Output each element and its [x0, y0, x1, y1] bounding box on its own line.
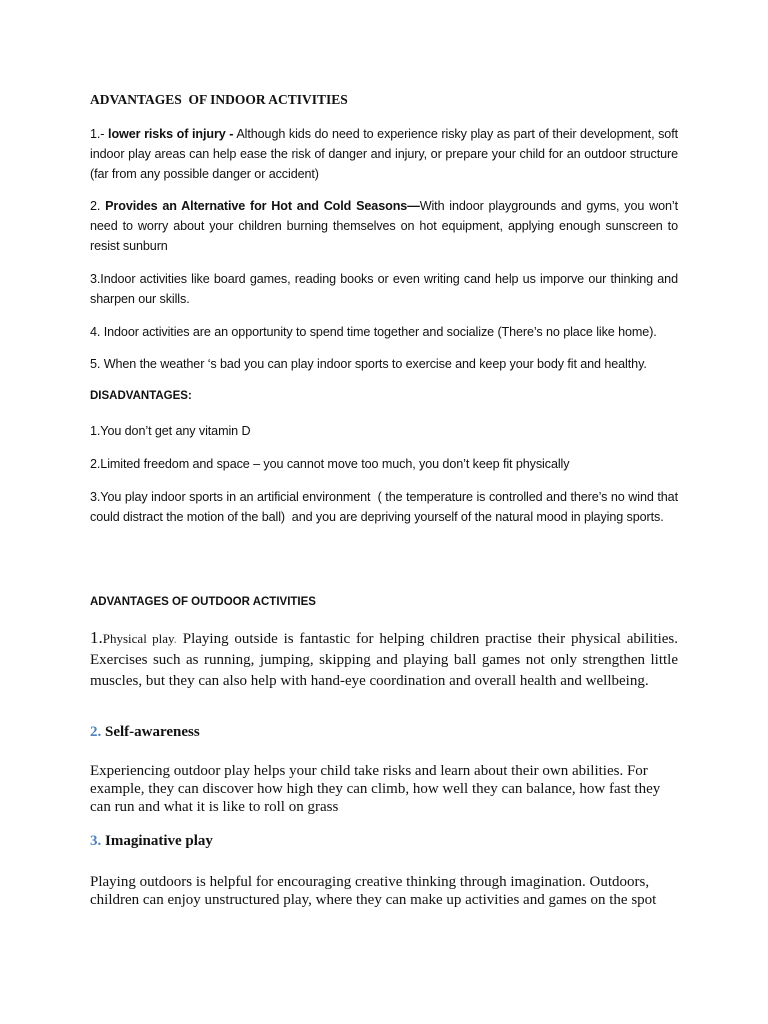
outdoor-subheading-3-number: 3.: [90, 833, 102, 849]
outdoor-subheading-2: [90, 724, 678, 741]
indoor-advantage-2-text: With indoor playgrounds and gyms, you won’t need to worry about your children burning themselves on hot equipment, applying enough sunscreen to resist sunburn: [90, 199, 678, 253]
outdoor-heading: ADVANTAGES OF OUTDOOR ACTIVITIES: [90, 596, 316, 608]
outdoor-advantage-1-title-dot: .: [173, 631, 177, 646]
outdoor-advantage-3: Playing outdoors is helpful for encouraging creative thinking through imagination. Outdoors, children can enjoy unstructured play, where they can make up activities and games on the spot: [90, 874, 657, 908]
outdoor-subheading-2-number: 2.: [90, 724, 102, 740]
indoor-advantage-2-prefix: 2.: [90, 199, 106, 213]
indoor-advantage-4: 4. Indoor activities are an opportunity to spend time together and socialize (There’s no place like home).: [90, 325, 657, 339]
outdoor-subheading-2-title: Self-awareness: [101, 724, 200, 740]
outdoor-advantage-1-title: Physical play: [102, 631, 174, 646]
indoor-advantage-2-bold: Provides an Alternative for Hot and Cold Seasons—: [105, 199, 420, 213]
disadvantage-2: 2.Limited freedom and space – you cannot move too much, you don’t keep fit physically: [90, 457, 570, 471]
outdoor-advantage-1-text: Playing outside is fantastic for helping children practise their physical abilities. Exercises such as running, jumping, skipping and playing ball games not only strengthen little muscles, but they can also help with hand-eye coordination and overall health and wellbeing.: [90, 631, 678, 689]
outdoor-advantage-1-number: 1.: [90, 628, 103, 647]
indoor-advantage-1-prefix: 1.-: [90, 127, 109, 141]
disadvantage-1: 1.You don’t get any vitamin D: [90, 424, 251, 438]
indoor-advantage-1-bold: lower risks of injury -: [108, 127, 234, 141]
indoor-advantage-5: 5. When the weather ‘s bad you can play indoor sports to exercise and keep your body fit and healthy.: [90, 357, 647, 371]
indoor-advantage-1-text: Although kids do need to experience risky play as part of their development, soft indoor play areas can help ease the risk of danger and injury, or prepare your child for an outdoor structure (far from any possible danger or accident): [90, 127, 679, 181]
outdoor-advantage-1: [90, 627, 678, 692]
indoor-advantage-3: 3.Indoor activities like board games, reading books or even writing cand help us imporve our thinking and sharpen our skills.: [90, 272, 678, 306]
indoor-advantage-1: [90, 124, 678, 184]
outdoor-subheading-3-title: Imaginative play: [101, 833, 213, 849]
outdoor-subheading-3: [90, 833, 678, 850]
disadvantages-heading: DISADVANTAGES:: [90, 390, 192, 402]
disadvantage-3: 3.You play indoor sports in an artificial environment ( the temperature is controlled and there’s no wind that could distract the motion of the ball) and you are depriving yourself of the natural mood in playing sports.: [90, 490, 682, 524]
indoor-heading: ADVANTAGES OF INDOOR ACTIVITIES: [90, 92, 348, 107]
indoor-advantage-2: [90, 196, 678, 256]
outdoor-advantage-2: Experiencing outdoor play helps your child take risks and learn about their own abilities. For example, they can discover how high they can climb, how well they can balance, how fast they can run and what it is like to roll on grass: [90, 763, 661, 815]
